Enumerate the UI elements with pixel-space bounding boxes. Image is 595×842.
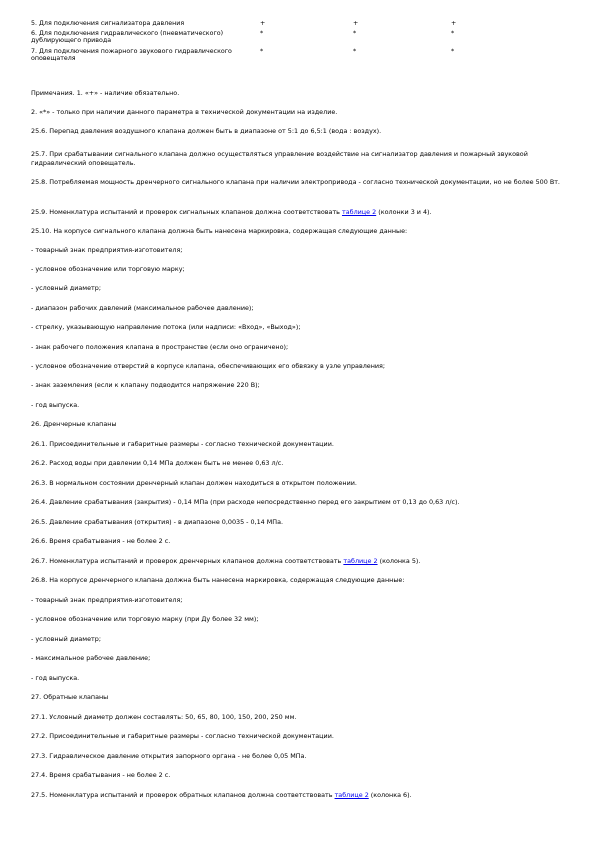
list-item: - знак заземления (если к клапану подводится напряжение 220 В); [31,381,260,389]
table-cell: * [260,47,264,55]
table-cell: 5. Для подключения сигнализатора давления [31,20,185,27]
table-cell: * [260,30,264,38]
paragraph: 26.1. Присоединительные и габаритные размеры - согласно технической документации. [31,440,334,448]
list-item: - год выпуска. [31,401,80,409]
table-cell: * [451,30,455,38]
paragraph: 26.3. В нормальном состоянии дренчерный клапан должен находиться в открытом положении. [31,479,357,487]
paragraph-text: (колонка 6). [368,791,412,799]
paragraph: 26.6. Время срабатывания - не более 2 с. [31,537,171,545]
table-cell: + [451,20,457,27]
table-cell: * [451,47,455,55]
list-item: - условное обозначение или торговую марку; [31,265,185,273]
list-item: - условное обозначение или торговую марку (при Ду более 32 мм); [31,615,259,623]
list-item: - знак рабочего положения клапана в пространстве (если оно ограничено); [31,343,289,351]
table-2-link[interactable]: таблице 2 [334,791,369,799]
list-item: - диапазон рабочих давлений (максимальное рабочее давление); [31,304,254,312]
paragraph: 26.2. Расход воды при давлении 0,14 МПа должен быть не менее 0,63 л/с. [31,459,284,467]
list-item: - год выпуска. [31,674,80,682]
table-2-link[interactable]: таблице 2 [341,208,377,216]
table-cell: * [353,30,357,38]
paragraph: 25.10. На корпусе сигнального клапана должна быть нанесена маркировка, содержащая следующие данные: [31,227,408,235]
paragraph: 26.4. Давление срабатывания (закрытия) - 0,14 МПа (при расходе непосредственно перед его закрытием от 0,13 до 0,63 л/с). [31,498,460,506]
paragraph-text: 25.9. Номенклатура испытаний и проверок сигнальных клапанов должна соответствовать [31,208,342,216]
paragraph-text: (колонки 3 и 4). [376,208,432,216]
notes-heading: Примечания. 1. «+» - наличие обязательно. [31,89,180,97]
list-item: - условное обозначение отверстий в корпусе клапана, обеспечивающих его обвязку в узле управления; [31,362,386,370]
paragraph [31,791,566,800]
list-item: - условный диаметр; [31,284,101,292]
table-cell: 6. Для подключения гидравлического (пневматического) дублирующего привода [31,30,224,45]
paragraph-text: 26.7. Номенклатура испытаний и проверок дренчерных клапанов должна соответствовать [31,557,344,565]
paragraph-text: (колонка 5). [377,557,421,565]
paragraph: 27.4. Время срабатывания - не более 2 с. [31,771,171,779]
table-cell: + [353,20,359,27]
paragraph: 27.3. Гидравлическое давление открытия запорного органа - не более 0,05 МПа. [31,752,307,760]
table-row [31,20,561,27]
list-item: - стрелку, указывающую направление потока (или надписи: «Вход», «Выход»); [31,323,301,331]
list-item: - товарный знак предприятия-изготовителя; [31,596,183,604]
section-heading: 27. Обратные клапаны [31,693,109,701]
section-heading: 26. Дренчерные клапаны [31,420,117,428]
paragraph [31,557,566,566]
table-row [31,48,561,62]
paragraph: 26.5. Давление срабатывания (открытия) - в диапазоне 0,0035 - 0,14 МПа. [31,518,284,526]
paragraph [31,208,566,217]
table-2-link[interactable]: таблице 2 [343,557,378,565]
table-cell: * [353,47,357,55]
paragraph: 25.8. Потребляемая мощность дренчерного сигнального клапана при наличии электропривода - согласно технической документации, но не более 500 Вт. [31,178,560,186]
table-row [31,30,561,44]
paragraph: 2. «*» - только при наличии данного параметра в технической документации на изделие. [31,108,338,116]
paragraph: 25.6. Перепад давления воздушного клапана должен быть в диапазоне от 5:1 до 6,5:1 (вода : воздух). [31,127,382,135]
paragraph: 27.2. Присоединительные и габаритные размеры - согласно технической документации. [31,732,334,740]
parameters-table [31,20,561,65]
paragraph: 27.1. Условный диаметр должен составлять: 50, 65, 80, 100, 150, 200, 250 мм. [31,713,297,721]
list-item: - условный диаметр; [31,635,101,643]
table-cell: + [260,20,266,27]
list-item: - максимальное рабочее давление; [31,654,151,662]
table-cell: 7. Для подключения пожарного звукового гидравлического оповещателя [31,47,232,62]
list-item: - товарный знак предприятия-изготовителя; [31,246,183,254]
paragraph: 25.7. При срабатывании сигнального клапана должно осуществляться управление воздействие на сигнализатор давления и пожарный звуковой гидравлический оповещатель. [31,150,528,167]
paragraph-text: 27.5. Номенклатура испытаний и проверок обратных клапанов должна соответствовать [31,791,335,799]
paragraph: 26.8. На корпусе дренчерного клапана должна быть нанесена маркировка, содержащая следующие данные: [31,576,405,584]
